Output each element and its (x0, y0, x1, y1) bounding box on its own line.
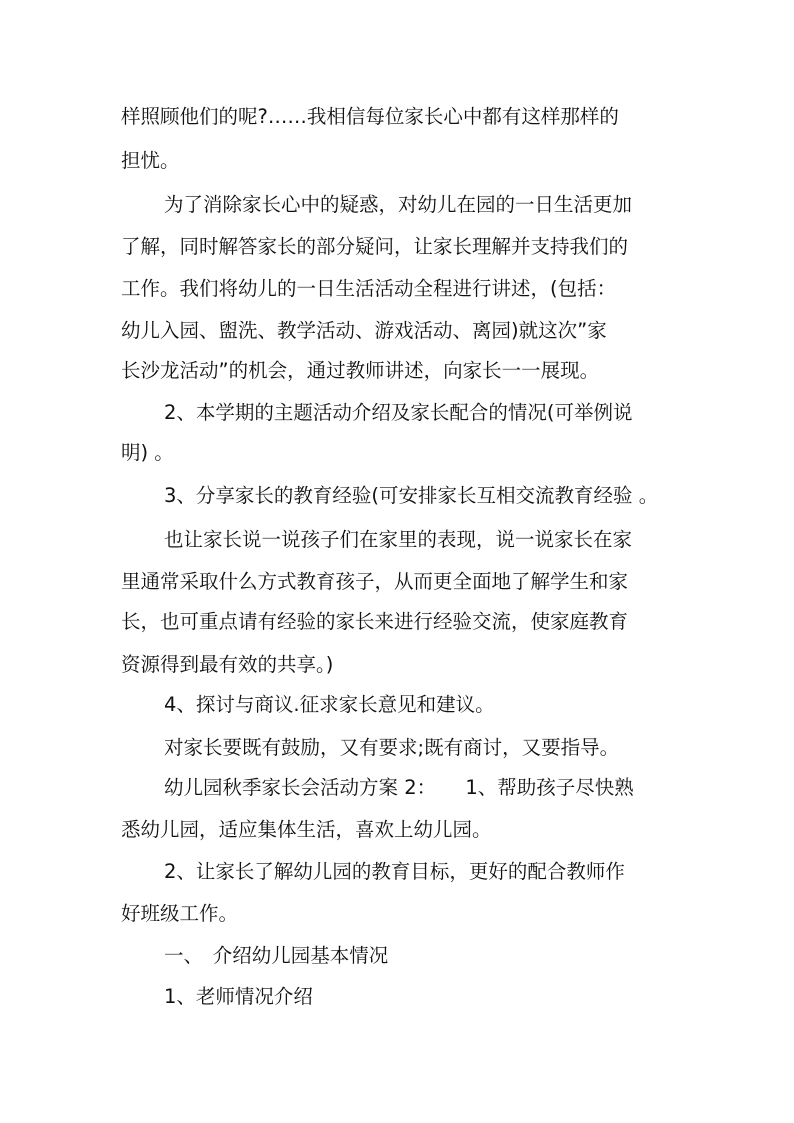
text-line: 里通常采取什么方式教育孩子，从而更全面地了解学生和家 (121, 570, 629, 593)
text-line: 明) 。 (121, 441, 174, 464)
text-line: 2、本学期的主题活动介绍及家长配合的情况(可举例说 (164, 401, 633, 424)
text-line: 3、分享家长的教育经验(可安排家长互相交流教育经验 。 (164, 484, 659, 507)
text-line: 4、探讨与商议.征求家长意见和建议。 (164, 693, 495, 716)
text-line: 2、让家长了解幼儿园的教育目标，更好的配合教师作 (164, 860, 625, 883)
text-line: 悉幼儿园，适应集体生活，喜欢上幼儿园。 (121, 818, 492, 841)
text-line: 了解，同时解答家长的部分疑问，让家长理解并支持我们的 (121, 235, 629, 258)
text-line: 好班级工作。 (121, 902, 239, 925)
text-line: 对家长要既有鼓励，又有要求;既有商讨，又要指导。 (164, 736, 620, 759)
text-line: 工作。我们将幼儿的一日生活活动全程进行讲述，(包括： (121, 277, 617, 300)
text-line: 也让家长说一说孩子们在家里的表现，说一说家长在家 (164, 528, 633, 551)
text-line: 样照顾他们的呢?……我相信每位家长心中都有这样那样的 (121, 105, 619, 128)
text-line: 一、 介绍幼儿园基本情况 (164, 944, 389, 967)
text-line: 1、老师情况介绍 (164, 985, 313, 1008)
text-line: 为了消除家长心中的疑惑，对幼儿在园的一日生活更加 (164, 193, 633, 216)
text-line: 幼儿入园、盥洗、教学活动、游戏活动、离园)就这次”家 (121, 319, 607, 342)
text-line: 长沙龙活动”的机会，通过教师讲述，向家长一一展现。 (121, 359, 600, 382)
text-line: 幼儿园秋季家长会活动方案 2： 1、帮助孩子尽快熟 (164, 776, 634, 799)
text-line: 担忧。 (121, 149, 180, 172)
text-line: 资源得到最有效的共享。) (121, 653, 334, 676)
text-line: 长，也可重点请有经验的家长来进行经验交流，使家庭教育 (121, 610, 629, 633)
